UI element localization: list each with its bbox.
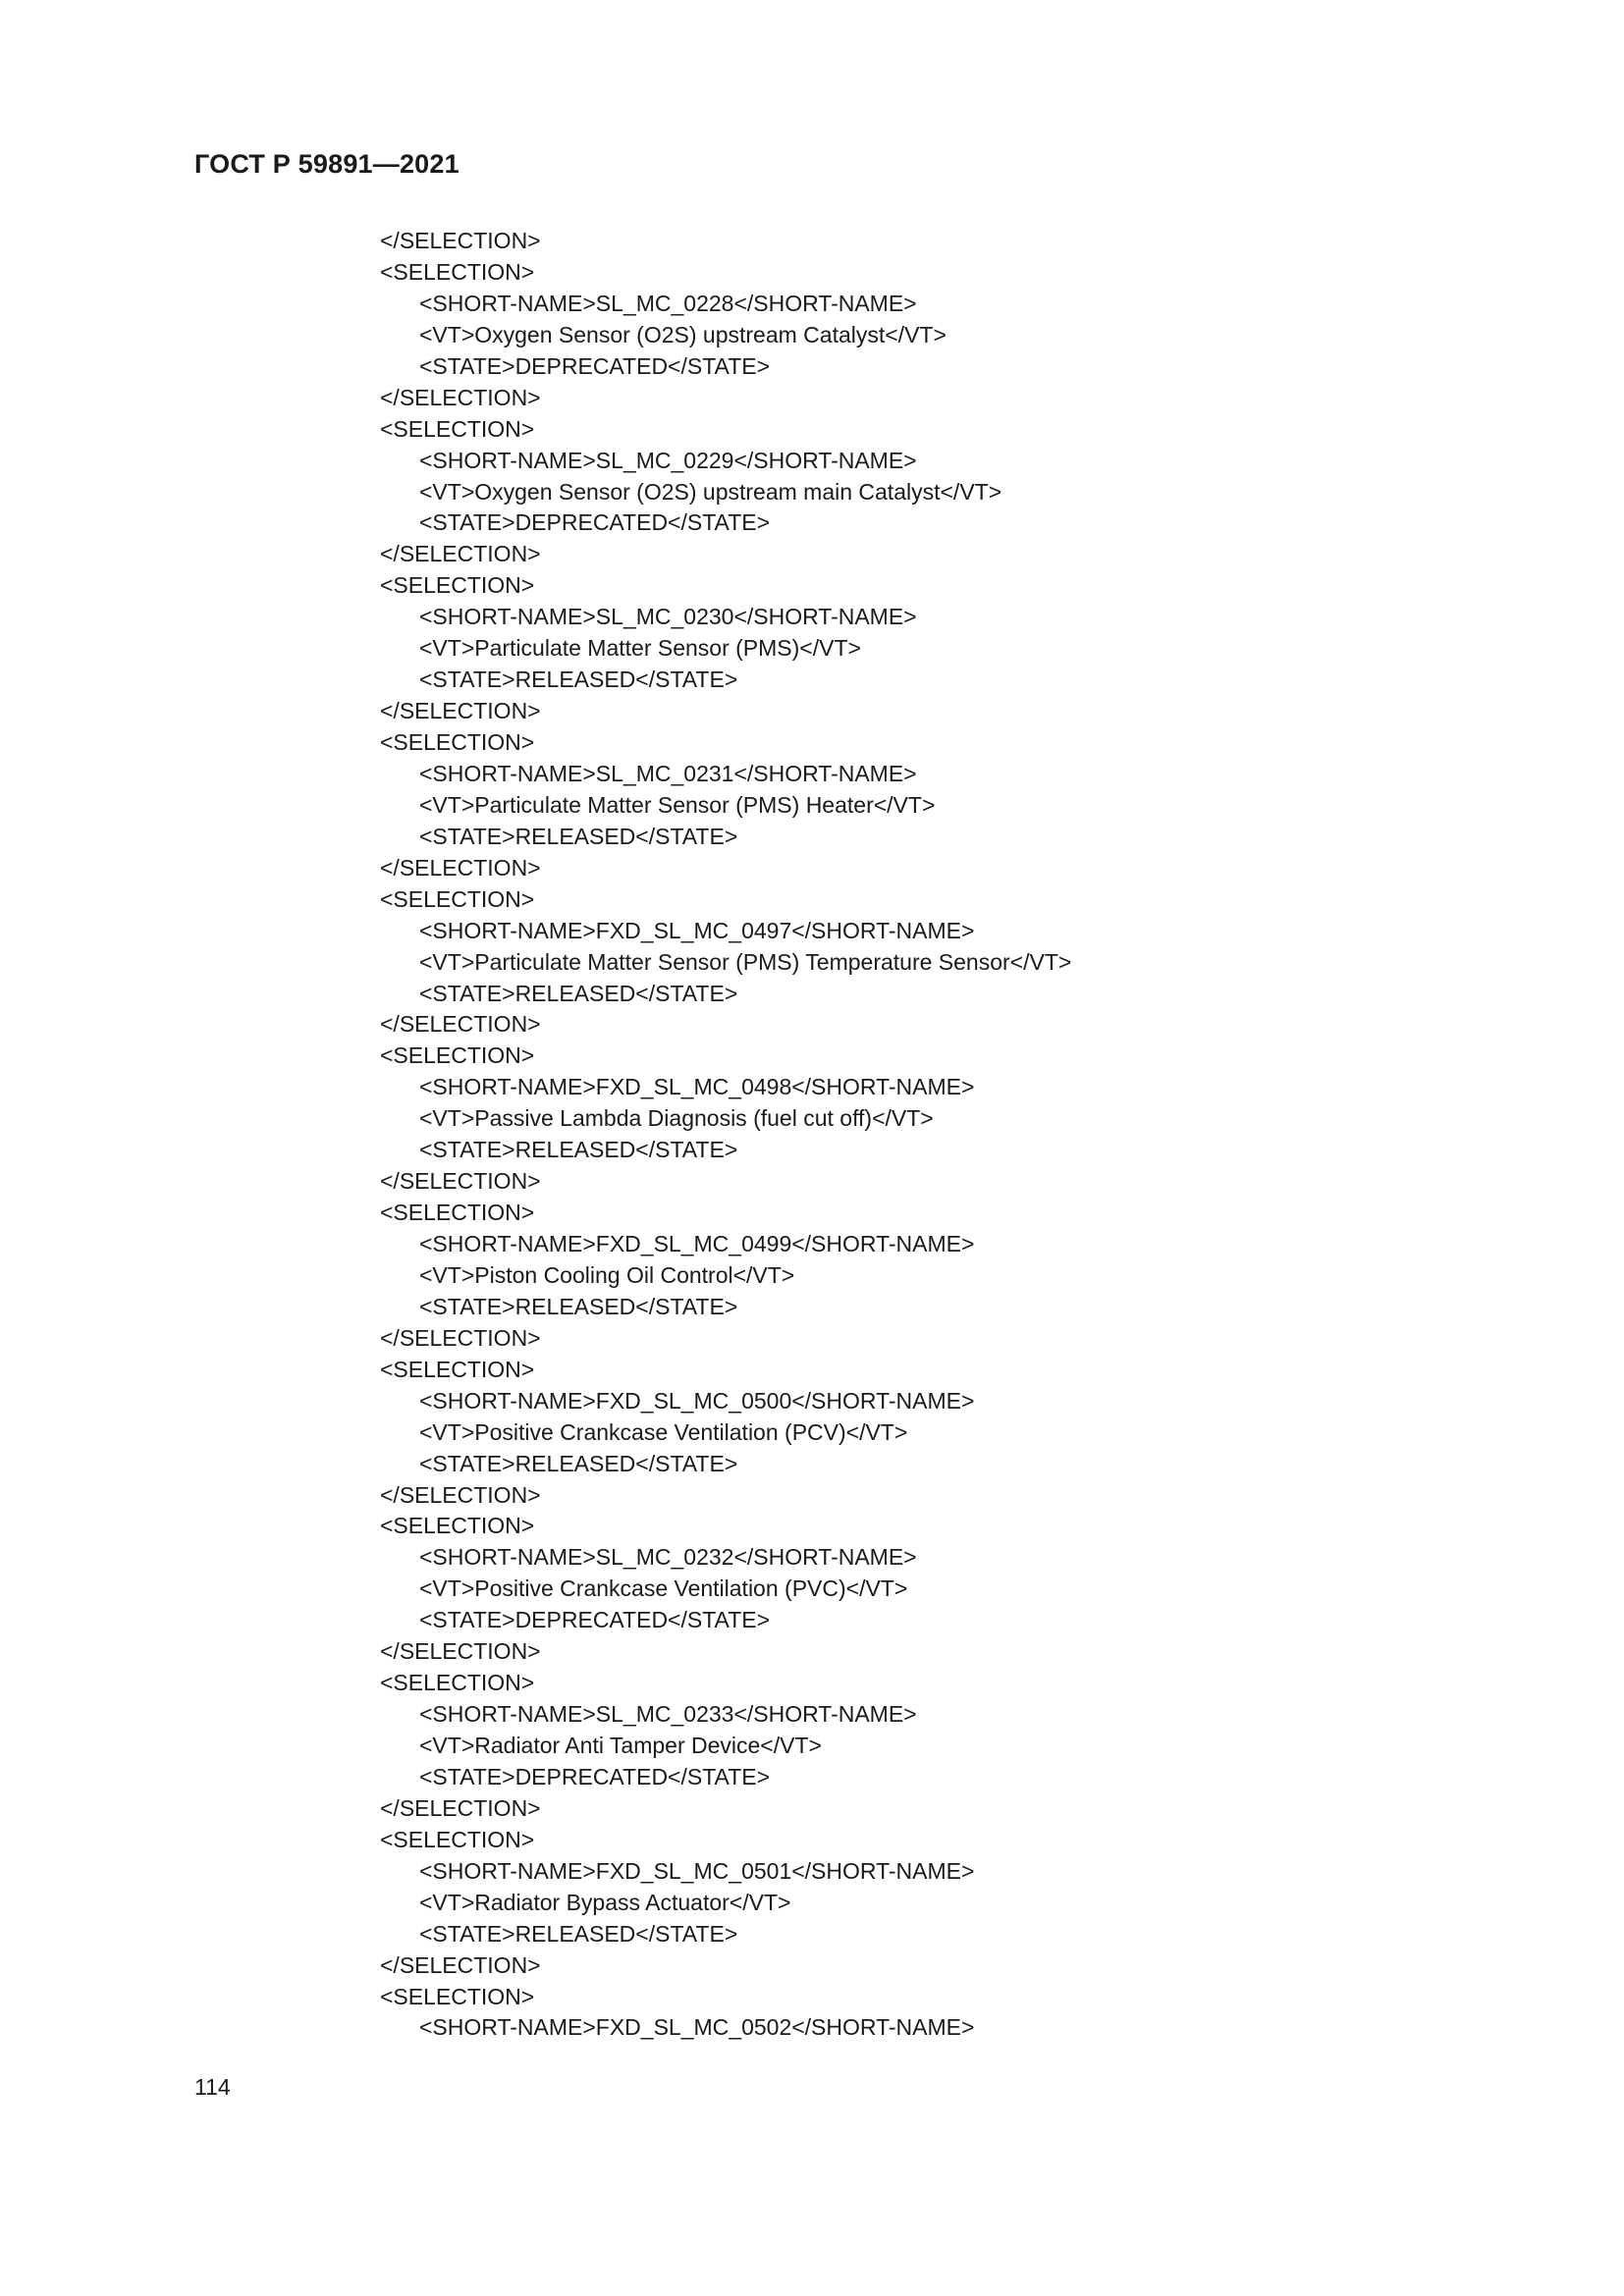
code-line: <VT>Positive Crankcase Ventilation (PVC)</VT>	[419, 1575, 908, 1602]
code-line: <SELECTION>	[380, 415, 535, 442]
code-line: </SELECTION>	[380, 228, 541, 253]
code-line: <SELECTION>	[380, 729, 535, 755]
code-line: <STATE>DEPRECATED</STATE>	[419, 509, 771, 536]
code-line: <STATE>DEPRECATED</STATE>	[419, 352, 771, 379]
xml-code-listing	[380, 226, 1071, 2044]
code-line: <VT>Particulate Matter Sensor (PMS)</VT>	[419, 635, 861, 662]
code-line: <STATE>DEPRECATED</STATE>	[419, 1607, 771, 1633]
code-line: <SHORT-NAME>SL_MC_0231</SHORT-NAME>	[419, 760, 917, 786]
code-line: <VT>Particulate Matter Sensor (PMS) Heater</VT>	[419, 791, 936, 818]
code-line: <SELECTION>	[380, 885, 535, 912]
code-line: </SELECTION>	[380, 1168, 541, 1195]
code-line: <SHORT-NAME>FXD_SL_MC_0502</SHORT-NAME>	[419, 2014, 975, 2041]
code-line: <VT>Passive Lambda Diagnosis (fuel cut off)</VT>	[419, 1105, 934, 1132]
code-line: <SHORT-NAME>FXD_SL_MC_0500</SHORT-NAME>	[419, 1387, 975, 1414]
code-line: <VT>Particulate Matter Sensor (PMS) Temperature Sensor</VT>	[419, 948, 1072, 975]
code-line: </SELECTION>	[380, 1324, 541, 1351]
code-line: </SELECTION>	[380, 541, 541, 567]
code-line: </SELECTION>	[380, 1481, 541, 1508]
code-line: <SHORT-NAME>FXD_SL_MC_0501</SHORT-NAME>	[419, 1857, 975, 1884]
code-line: <STATE>RELEASED</STATE>	[419, 1450, 738, 1476]
code-line: <STATE>RELEASED</STATE>	[419, 667, 738, 693]
code-line: <SELECTION>	[380, 1200, 535, 1226]
code-line: <SELECTION>	[380, 1356, 535, 1382]
page-number: 114	[194, 2074, 231, 2100]
code-line: <STATE>RELEASED</STATE>	[419, 1293, 738, 1319]
code-line: <VT>Piston Cooling Oil Control</VT>	[419, 1261, 795, 1288]
code-line: <SELECTION>	[380, 1826, 535, 1852]
code-line: <SELECTION>	[380, 572, 535, 599]
code-line: </SELECTION>	[380, 1794, 541, 1821]
code-line: <SELECTION>	[380, 1042, 535, 1069]
code-line: <STATE>RELEASED</STATE>	[419, 1920, 738, 1947]
code-line: <SHORT-NAME>SL_MC_0232</SHORT-NAME>	[419, 1544, 917, 1571]
code-line: <SHORT-NAME>SL_MC_0233</SHORT-NAME>	[419, 1701, 917, 1728]
code-line: <SHORT-NAME>SL_MC_0228</SHORT-NAME>	[419, 290, 917, 316]
code-line: <SHORT-NAME>SL_MC_0229</SHORT-NAME>	[419, 447, 917, 473]
code-line: <STATE>DEPRECATED</STATE>	[419, 1763, 771, 1789]
code-line: <SELECTION>	[380, 1983, 535, 2009]
code-line: <SHORT-NAME>FXD_SL_MC_0498</SHORT-NAME>	[419, 1074, 975, 1100]
code-line: <STATE>RELEASED</STATE>	[419, 823, 738, 849]
document-header: ГОСТ Р 59891—2021	[194, 149, 460, 179]
code-line: </SELECTION>	[380, 384, 541, 410]
code-line: <SELECTION>	[380, 258, 535, 285]
code-line: <STATE>RELEASED</STATE>	[419, 1137, 738, 1163]
code-line: </SELECTION>	[380, 1011, 541, 1038]
code-line: <SELECTION>	[380, 1513, 535, 1539]
code-line: <SHORT-NAME>FXD_SL_MC_0497</SHORT-NAME>	[419, 917, 975, 943]
code-line: <SELECTION>	[380, 1670, 535, 1696]
code-line: <VT>Oxygen Sensor (O2S) upstream main Catalyst</VT>	[419, 478, 1002, 505]
code-line: </SELECTION>	[380, 698, 541, 724]
code-line: </SELECTION>	[380, 1638, 541, 1665]
code-line: <VT>Radiator Anti Tamper Device</VT>	[419, 1733, 822, 1758]
code-line: <VT>Oxygen Sensor (O2S) upstream Catalyst</VT>	[419, 321, 947, 347]
code-line: <SHORT-NAME>FXD_SL_MC_0499</SHORT-NAME>	[419, 1231, 975, 1256]
code-line: <VT>Radiator Bypass Actuator</VT>	[419, 1889, 791, 1915]
code-line: <SHORT-NAME>SL_MC_0230</SHORT-NAME>	[419, 604, 917, 630]
code-line: </SELECTION>	[380, 854, 541, 881]
code-line: </SELECTION>	[380, 1951, 541, 1978]
code-line: <STATE>RELEASED</STATE>	[419, 980, 738, 1006]
code-line: <VT>Positive Crankcase Ventilation (PCV)</VT>	[419, 1418, 908, 1445]
